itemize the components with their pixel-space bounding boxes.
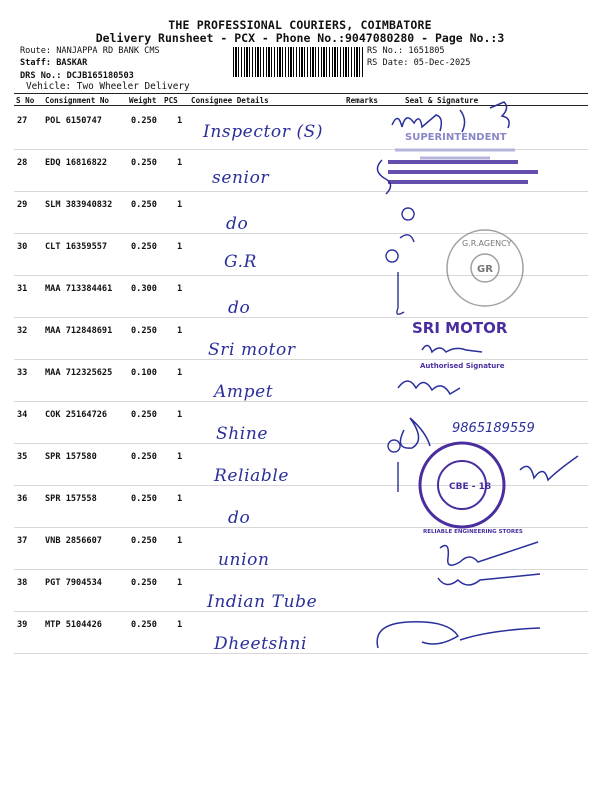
table-row <box>0 276 600 318</box>
stamp-gr-text: G.R.AGENCY <box>462 239 512 248</box>
cell-sno: 28 <box>17 158 28 168</box>
stamp-authorised: Authorised Signature <box>420 362 505 370</box>
table-row <box>0 570 600 612</box>
cell-sno: 39 <box>17 620 28 630</box>
cell-consignment: MAA 712325625 <box>45 368 113 378</box>
cell-pcs: 1 <box>177 242 183 252</box>
cell-consignment: POL 6150747 <box>45 116 102 126</box>
cell-consignee-handwritten: do <box>228 298 251 318</box>
cell-sno: 36 <box>17 494 28 504</box>
cell-weight: 0.250 <box>131 200 157 210</box>
cell-consignment: MTP 5104426 <box>45 620 102 630</box>
runsheet-title: THE PROFESSIONAL COURIERS, COIMBATORE <box>168 18 432 32</box>
vehicle-info: Vehicle: Two Wheeler Delivery <box>26 81 190 92</box>
cell-weight: 0.250 <box>131 452 157 462</box>
stamp-sri-motor: SRI MOTOR <box>412 319 508 337</box>
cell-weight: 0.250 <box>131 578 157 588</box>
stamp-reliable-center: CBE - 18 <box>449 482 492 492</box>
cell-weight: 0.250 <box>131 620 157 630</box>
cell-consignee-handwritten: Shine <box>216 424 269 444</box>
col-seal: Seal & Signature <box>405 96 479 105</box>
cell-consignment: SPR 157580 <box>45 452 97 462</box>
cell-consignment: SPR 157558 <box>45 494 97 504</box>
table-row <box>0 528 600 570</box>
cell-consignment: CLT 16359557 <box>45 242 108 252</box>
stamp-gr-monogram: GR <box>477 264 493 275</box>
row-divider <box>14 653 588 654</box>
cell-consignee-handwritten: Sri motor <box>208 340 296 360</box>
table-row <box>0 234 600 276</box>
cell-pcs: 1 <box>177 284 183 294</box>
table-row <box>0 192 600 234</box>
table-row <box>0 612 600 654</box>
cell-consignee-handwritten: G.R <box>224 252 257 272</box>
cell-consignee-handwritten: Inspector (S) <box>203 122 324 142</box>
cell-weight: 0.250 <box>131 536 157 546</box>
cell-pcs: 1 <box>177 410 183 420</box>
staff-info: Staff: BASKAR <box>20 58 88 68</box>
cell-pcs: 1 <box>177 536 183 546</box>
runsheet-subtitle: Delivery Runsheet - PCX - Phone No.:9047080280 - Page No.:3 <box>95 31 505 45</box>
cell-sno: 29 <box>17 200 28 210</box>
col-consignee: Consignee Details <box>191 96 269 105</box>
cell-weight: 0.300 <box>131 284 157 294</box>
cell-sno: 37 <box>17 536 28 546</box>
cell-weight: 0.250 <box>131 158 157 168</box>
cell-sno: 32 <box>17 326 28 336</box>
cell-weight: 0.250 <box>131 326 157 336</box>
cell-sno: 35 <box>17 452 28 462</box>
table-row <box>0 150 600 192</box>
cell-pcs: 1 <box>177 200 183 210</box>
cell-weight: 0.250 <box>131 116 157 126</box>
table-row <box>0 444 600 486</box>
remark-phone-34: 9865189559 <box>452 421 535 436</box>
rs-number: RS No.: 1651805 <box>367 46 445 56</box>
cell-weight: 0.250 <box>131 410 157 420</box>
cell-pcs: 1 <box>177 158 183 168</box>
cell-sno: 31 <box>17 284 28 294</box>
table-row <box>0 108 600 150</box>
route-info: Route: NANJAPPA RD BANK CMS <box>20 46 160 56</box>
drs-number: DRS No.: DCJB165180503 <box>20 71 134 81</box>
rs-date: RS Date: 05-Dec-2025 <box>367 58 471 68</box>
cell-consignee-handwritten: union <box>218 550 270 570</box>
cell-pcs: 1 <box>177 452 183 462</box>
header-rule-bottom <box>14 105 588 106</box>
cell-consignee-handwritten: do <box>226 214 249 234</box>
cell-weight: 0.100 <box>131 368 157 378</box>
cell-pcs: 1 <box>177 578 183 588</box>
stamp-superintendent: SUPERINTENDENT <box>405 132 507 143</box>
cell-consignee-handwritten: Dheetshni <box>214 634 307 654</box>
cell-consignment: COK 25164726 <box>45 410 108 420</box>
cell-consignee-handwritten: senior <box>212 168 270 188</box>
cell-sno: 34 <box>17 410 28 420</box>
table-row <box>0 360 600 402</box>
col-remarks: Remarks <box>346 96 379 105</box>
col-pcs: PCS <box>164 96 178 105</box>
cell-sno: 38 <box>17 578 28 588</box>
table-row <box>0 318 600 360</box>
cell-sno: 27 <box>17 116 28 126</box>
cell-sno: 30 <box>17 242 28 252</box>
cell-pcs: 1 <box>177 326 183 336</box>
cell-consignment: EDQ 16816822 <box>45 158 108 168</box>
table-row <box>0 486 600 528</box>
cell-sno: 33 <box>17 368 28 378</box>
cell-weight: 0.250 <box>131 242 157 252</box>
header-rule-top <box>14 93 588 94</box>
cell-consignment: SLM 383940832 <box>45 200 113 210</box>
cell-pcs: 1 <box>177 494 183 504</box>
cell-consignment: MAA 712848691 <box>45 326 113 336</box>
col-consignment: Consignment No <box>45 96 110 105</box>
cell-weight: 0.250 <box>131 494 157 504</box>
cell-pcs: 1 <box>177 368 183 378</box>
cell-consignment: PGT 7904534 <box>45 578 102 588</box>
cell-consignee-handwritten: Indian Tube <box>207 592 318 612</box>
drs-barcode <box>233 47 363 77</box>
cell-consignment: VNB 2856607 <box>45 536 102 546</box>
cell-consignment: MAA 713384461 <box>45 284 113 294</box>
cell-consignee-handwritten: Ampet <box>214 382 274 402</box>
stamp-reliable-text: RELIABLE ENGINEERING STORES <box>423 529 523 535</box>
cell-pcs: 1 <box>177 116 183 126</box>
cell-consignee-handwritten: Reliable <box>214 466 290 486</box>
cell-pcs: 1 <box>177 620 183 630</box>
table-row <box>0 402 600 444</box>
cell-consignee-handwritten: do <box>228 508 251 528</box>
col-weight: Weight <box>129 96 157 105</box>
col-sno: S No <box>16 96 35 105</box>
